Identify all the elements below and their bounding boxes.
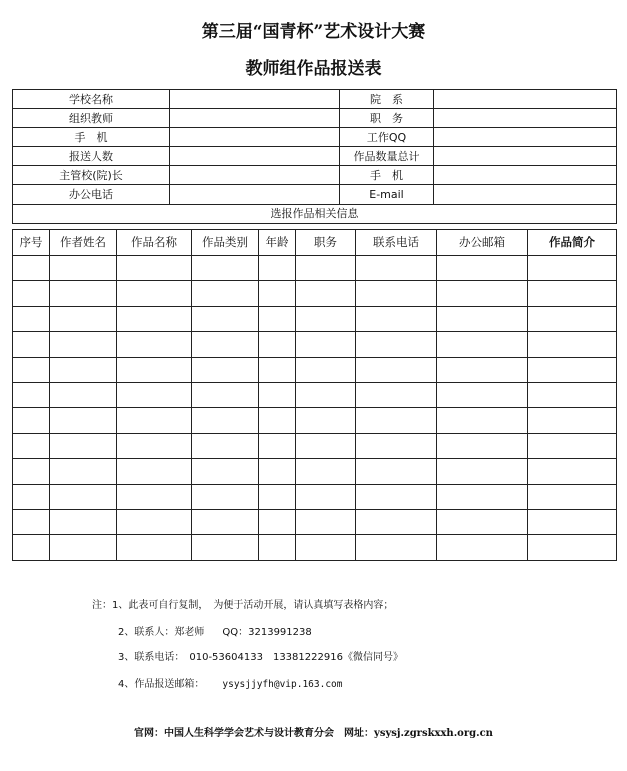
table-cell[interactable] — [528, 509, 617, 534]
table-cell[interactable] — [356, 256, 437, 281]
table-cell[interactable] — [13, 408, 50, 433]
table-cell[interactable] — [296, 408, 356, 433]
table-cell[interactable] — [437, 382, 528, 407]
table-cell[interactable] — [259, 459, 296, 484]
table-cell[interactable] — [528, 332, 617, 357]
table-cell[interactable] — [259, 408, 296, 433]
table-cell[interactable] — [259, 256, 296, 281]
table-cell[interactable] — [356, 509, 437, 534]
email-field[interactable] — [434, 185, 617, 204]
col-header-position: 职务 — [296, 230, 356, 256]
table-cell[interactable] — [296, 357, 356, 382]
section-header-row — [13, 204, 617, 223]
note-email: ysysjjyfh@vip.163.com — [222, 679, 343, 690]
table-cell[interactable] — [296, 281, 356, 306]
works-header-row — [13, 230, 617, 256]
col-header-author: 作者姓名 — [50, 230, 117, 256]
info-row — [13, 185, 617, 204]
table-cell[interactable] — [296, 535, 356, 560]
table-cell[interactable] — [192, 484, 259, 509]
table-cell[interactable] — [50, 357, 117, 382]
table-cell[interactable] — [192, 357, 259, 382]
table-cell[interactable] — [528, 357, 617, 382]
note-2 — [118, 623, 312, 638]
col-header-index: 序号 — [13, 230, 50, 256]
table-cell[interactable] — [259, 433, 296, 458]
position-field[interactable] — [434, 109, 617, 128]
table-cell[interactable] — [296, 306, 356, 331]
table-cell[interactable] — [528, 433, 617, 458]
table-cell[interactable] — [356, 535, 437, 560]
table-cell[interactable] — [13, 509, 50, 534]
phone-label: 手 机 — [13, 128, 170, 147]
table-row — [13, 382, 617, 407]
table-cell[interactable] — [117, 484, 192, 509]
table-row — [13, 357, 617, 382]
table-cell[interactable] — [296, 509, 356, 534]
table-cell[interactable] — [437, 484, 528, 509]
works-body — [13, 256, 617, 561]
table-cell[interactable] — [437, 306, 528, 331]
office-phone-field[interactable] — [170, 185, 340, 204]
table-cell[interactable] — [259, 535, 296, 560]
col-header-phone: 联系电话 — [356, 230, 437, 256]
footer-url: 网址：ysysj.zgrskxxh.org.cn — [344, 728, 493, 739]
col-header-age: 年龄 — [259, 230, 296, 256]
principal-field[interactable] — [170, 166, 340, 185]
page-subtitle: 教师组作品报送表 — [245, 59, 382, 79]
table-cell[interactable] — [296, 484, 356, 509]
phone-field[interactable] — [434, 166, 617, 185]
table-cell[interactable] — [528, 459, 617, 484]
works-total-field[interactable] — [434, 147, 617, 166]
table-cell[interactable] — [117, 509, 192, 534]
table-cell[interactable] — [356, 357, 437, 382]
table-cell[interactable] — [117, 357, 192, 382]
table-cell[interactable] — [13, 484, 50, 509]
table-cell[interactable] — [528, 382, 617, 407]
table-row — [13, 509, 617, 534]
table-cell[interactable] — [259, 332, 296, 357]
table-cell[interactable] — [192, 256, 259, 281]
table-cell[interactable] — [259, 484, 296, 509]
table-cell[interactable] — [192, 281, 259, 306]
table-cell[interactable] — [117, 332, 192, 357]
note-1: 注：1、此表可自行复制， 为便于活动开展，请认真填写表格内容； — [92, 600, 394, 611]
table-cell[interactable] — [13, 306, 50, 331]
info-row — [13, 147, 617, 166]
note-qq: QQ：3213991238 — [222, 627, 312, 638]
table-cell[interactable] — [356, 382, 437, 407]
table-cell[interactable] — [259, 509, 296, 534]
table-cell[interactable] — [192, 433, 259, 458]
table-row — [13, 433, 617, 458]
table-cell[interactable] — [192, 408, 259, 433]
table-cell[interactable] — [192, 382, 259, 407]
table-cell[interactable] — [259, 357, 296, 382]
table-cell[interactable] — [117, 433, 192, 458]
table-cell[interactable] — [296, 433, 356, 458]
info-row — [13, 166, 617, 185]
table-cell[interactable] — [437, 509, 528, 534]
email-label: E-mail — [340, 185, 434, 204]
table-cell[interactable] — [296, 332, 356, 357]
note-contact: 2、联系人：郑老师 — [118, 627, 205, 638]
table-cell[interactable] — [437, 357, 528, 382]
table-cell[interactable] — [528, 484, 617, 509]
table-cell[interactable] — [50, 382, 117, 407]
table-cell[interactable] — [117, 382, 192, 407]
table-cell[interactable] — [356, 332, 437, 357]
table-cell[interactable] — [13, 459, 50, 484]
table-cell[interactable] — [13, 357, 50, 382]
table-cell[interactable] — [50, 256, 117, 281]
table-cell[interactable] — [259, 382, 296, 407]
table-cell[interactable] — [437, 408, 528, 433]
work-qq-field[interactable] — [434, 128, 617, 147]
section-header: 选报作品相关信息 — [13, 204, 617, 223]
table-cell[interactable] — [437, 459, 528, 484]
table-cell[interactable] — [117, 281, 192, 306]
table-cell[interactable] — [296, 382, 356, 407]
table-cell[interactable] — [13, 332, 50, 357]
col-header-intro: 作品简介 — [528, 230, 617, 256]
table-cell[interactable] — [13, 433, 50, 458]
note-4 — [118, 675, 342, 690]
table-cell[interactable] — [437, 281, 528, 306]
position-label: 职 务 — [340, 109, 434, 128]
table-cell[interactable] — [50, 535, 117, 560]
col-header-category: 作品类别 — [192, 230, 259, 256]
table-cell[interactable] — [50, 281, 117, 306]
table-cell[interactable] — [50, 332, 117, 357]
table-cell[interactable] — [296, 459, 356, 484]
table-cell[interactable] — [117, 535, 192, 560]
note-email-label: 4、作品报送邮箱： — [118, 679, 205, 690]
principal-label: 主管校(院)长 — [13, 166, 170, 185]
table-cell[interactable] — [192, 332, 259, 357]
table-row — [13, 256, 617, 281]
table-cell[interactable] — [356, 281, 437, 306]
table-cell[interactable] — [437, 256, 528, 281]
table-cell[interactable] — [192, 306, 259, 331]
submit-count-label: 报送人数 — [13, 147, 170, 166]
table-cell[interactable] — [50, 306, 117, 331]
table-cell[interactable] — [296, 256, 356, 281]
table-row — [13, 332, 617, 357]
work-qq-label: 工作QQ — [340, 128, 434, 147]
table-row — [13, 408, 617, 433]
school-name-field[interactable] — [170, 90, 340, 109]
table-cell[interactable] — [437, 535, 528, 560]
table-cell[interactable] — [528, 281, 617, 306]
table-cell[interactable] — [117, 459, 192, 484]
info-table — [12, 89, 617, 224]
col-header-work-name: 作品名称 — [117, 230, 192, 256]
table-cell[interactable] — [192, 509, 259, 534]
table-cell[interactable] — [437, 332, 528, 357]
table-cell[interactable] — [356, 459, 437, 484]
table-row — [13, 459, 617, 484]
table-row — [13, 484, 617, 509]
table-cell[interactable] — [50, 433, 117, 458]
footer-site: 官网：中国人生科学学会艺术与设计教育分会 — [134, 728, 335, 739]
note-3: 3、联系电话： 010-53604133 13381222916《微信同号》 — [118, 652, 403, 663]
table-cell[interactable] — [528, 256, 617, 281]
table-row — [13, 535, 617, 560]
table-cell[interactable] — [528, 306, 617, 331]
works-total-label: 作品数量总计 — [340, 147, 434, 166]
table-cell[interactable] — [50, 484, 117, 509]
table-cell[interactable] — [13, 281, 50, 306]
table-cell[interactable] — [13, 256, 50, 281]
footer — [0, 724, 627, 739]
table-cell[interactable] — [528, 535, 617, 560]
info-row — [13, 90, 617, 109]
table-row — [13, 306, 617, 331]
table-cell[interactable] — [13, 535, 50, 560]
table-cell[interactable] — [50, 408, 117, 433]
table-cell[interactable] — [117, 306, 192, 331]
organizer-label: 组织教师 — [13, 109, 170, 128]
table-row — [13, 281, 617, 306]
department-label: 院 系 — [340, 90, 434, 109]
table-cell[interactable] — [356, 408, 437, 433]
office-phone-label: 办公电话 — [13, 185, 170, 204]
table-cell[interactable] — [528, 408, 617, 433]
table-cell[interactable] — [259, 281, 296, 306]
works-table — [12, 229, 617, 561]
table-cell[interactable] — [117, 408, 192, 433]
department-field[interactable] — [434, 90, 617, 109]
school-name-label: 学校名称 — [13, 90, 170, 109]
table-cell[interactable] — [356, 433, 437, 458]
organizer-field[interactable] — [170, 109, 340, 128]
table-cell[interactable] — [259, 306, 296, 331]
table-cell[interactable] — [13, 382, 50, 407]
col-header-email: 办公邮箱 — [437, 230, 528, 256]
table-cell[interactable] — [50, 509, 117, 534]
page-title: 第三届“国青杯”艺术设计大赛 — [201, 22, 426, 42]
table-cell[interactable] — [192, 535, 259, 560]
info-row — [13, 109, 617, 128]
submit-count-field[interactable] — [170, 147, 340, 166]
info-row — [13, 128, 617, 147]
table-cell[interactable] — [50, 459, 117, 484]
table-cell[interactable] — [192, 459, 259, 484]
table-cell[interactable] — [356, 484, 437, 509]
table-cell[interactable] — [356, 306, 437, 331]
table-cell[interactable] — [437, 433, 528, 458]
phone-label: 手 机 — [340, 166, 434, 185]
table-cell[interactable] — [117, 256, 192, 281]
phone-field[interactable] — [170, 128, 340, 147]
